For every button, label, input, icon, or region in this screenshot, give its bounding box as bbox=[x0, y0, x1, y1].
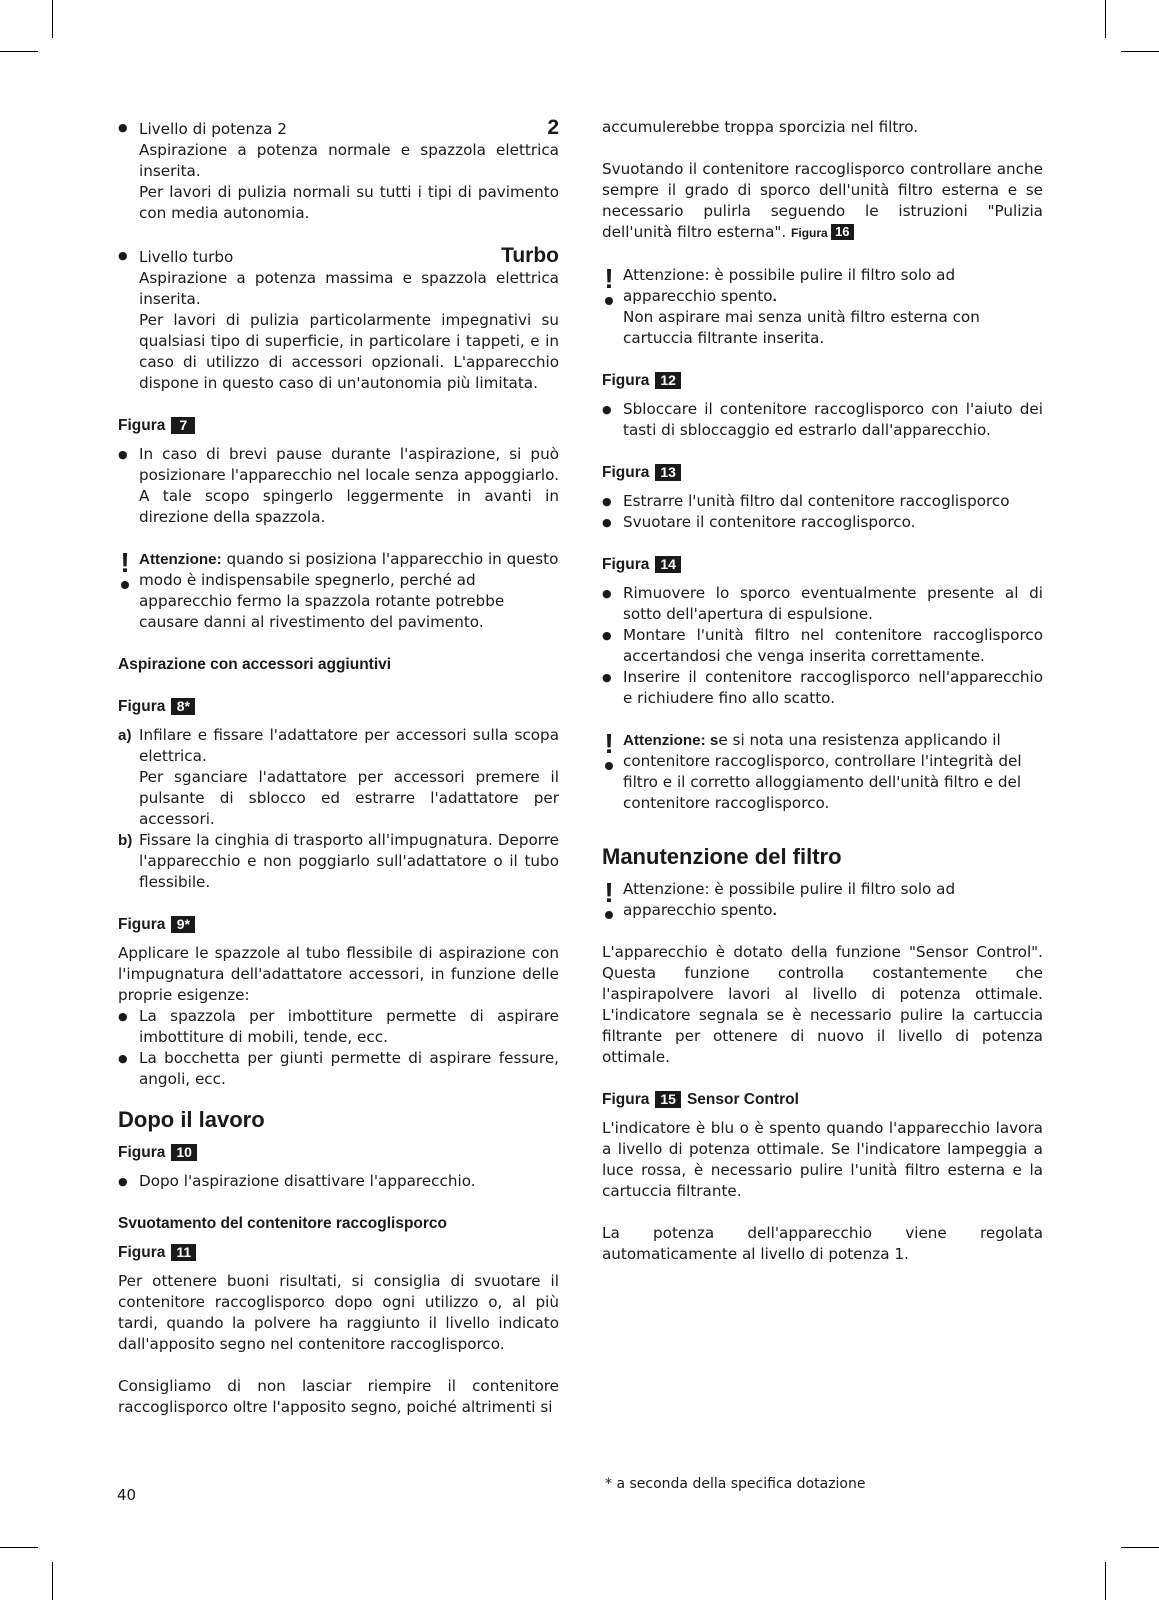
step-b bbox=[118, 830, 559, 893]
figure-label: Figura bbox=[602, 1091, 650, 1108]
exclamation-icon: ! bbox=[602, 879, 616, 907]
list-item: ● Montare l'unità filtro nel contenitore raccoglisporco accertandosi che venga inserita correttamente. bbox=[602, 625, 1043, 667]
figure-number-badge: 12 bbox=[655, 372, 681, 389]
power-level-2-label: ● Livello di potenza 2 bbox=[139, 120, 287, 138]
step-label: b) bbox=[118, 832, 133, 849]
figure-number-badge: 16 bbox=[831, 224, 853, 240]
turbo-label: ● Livello turbo bbox=[139, 248, 234, 266]
right-column bbox=[602, 117, 1043, 1265]
list-item: ● Svuotare il contenitore raccoglisporco. bbox=[602, 512, 1043, 533]
warning-text: Attenzione: è possibile pulire il filtro solo ad apparecchio spento bbox=[623, 266, 956, 305]
subsection-heading: Svuotamento del contenitore raccoglisporco bbox=[118, 1215, 448, 1232]
paragraph: L'indicatore è blu o è spento quando l'apparecchio lavora a livello di potenza ottimale. Se l'indicatore lampeggia a luce rossa, è necessario pulire l'unità filtro esterna e la cartuccia filtrante. bbox=[602, 1119, 1043, 1200]
figure-label: Figura bbox=[791, 226, 828, 240]
turbo-tag: Turbo bbox=[501, 244, 559, 267]
list-item: ● In caso di brevi pause durante l'aspirazione, si può posizionare l'apparecchio nel locale senza appoggiarlo. A tale scopo spingerlo leggermente in avanti in direzione della spazzola. bbox=[118, 444, 559, 528]
figure-number-badge: 9* bbox=[171, 916, 195, 933]
paragraph-continued: accumulerebbe troppa sporcizia nel filtro. bbox=[602, 118, 919, 136]
section-heading: Dopo il lavoro bbox=[118, 1107, 265, 1132]
figure-7-ref bbox=[118, 415, 559, 436]
figure-number-badge: 15 bbox=[655, 1091, 681, 1108]
figure-label: Figura bbox=[602, 372, 650, 389]
warning-period: . bbox=[772, 288, 777, 305]
left-column bbox=[118, 117, 559, 1418]
crop-mark bbox=[1121, 1547, 1159, 1548]
figure-9-ref bbox=[118, 914, 559, 935]
exclamation-icon: ! bbox=[602, 730, 616, 758]
crop-mark bbox=[52, 1562, 53, 1600]
figure-8-ref bbox=[118, 696, 559, 717]
figure-label: Figura bbox=[118, 1144, 166, 1161]
list-item: ● Sbloccare il contenitore raccoglisporco con l'aiuto dei tasti di sbloccaggio ed estrarlo dall'apparecchio. bbox=[602, 399, 1043, 441]
warning-text: Attenzione: è possibile pulire il filtro solo ad apparecchio spento bbox=[623, 880, 956, 919]
list-item-power-level-2 bbox=[118, 117, 559, 224]
list-item: ● Inserire il contenitore raccoglisporco nell'apparecchio e richiudere fino allo scatto. bbox=[602, 667, 1043, 709]
figure-number-badge: 8* bbox=[171, 698, 195, 715]
warning-label: Attenzione: s bbox=[623, 732, 719, 749]
figure-number-badge: 13 bbox=[655, 464, 681, 481]
figure-number-badge: 14 bbox=[655, 556, 681, 573]
figure-label: Figura bbox=[118, 698, 166, 715]
step-text: Per sganciare l'adattatore per accessori premere il pulsante di sblocco ed estrarre l'adattatore per accessori. bbox=[139, 768, 559, 828]
list-item: ● Estrarre l'unità filtro dal contenitore raccoglisporco bbox=[602, 491, 1043, 512]
paragraph: La potenza dell'apparecchio viene regolata automaticamente al livello di potenza 1. bbox=[602, 1224, 1043, 1263]
section-heading: Manutenzione del filtro bbox=[602, 844, 842, 869]
warning-period: . bbox=[772, 902, 777, 919]
figure-12-ref bbox=[602, 370, 1043, 391]
paragraph-text: Svuotando il contenitore raccoglisporco controllare anche sempre il grado di sporco dell'unità filtro esterna e se necessario pulirla seguendo le istruzioni "Pulizia dell'unità filtro esterna". bbox=[602, 160, 1043, 241]
paragraph: Applicare le spazzole al tubo flessibile di aspirazione con l'impugnatura dell'adattatore accessori, in funzione delle proprie esigenze: bbox=[118, 944, 559, 1004]
warning-text: Non aspirare mai senza unità filtro esterna con cartuccia filtrante inserita. bbox=[623, 308, 980, 347]
figure-label: Figura bbox=[118, 916, 166, 933]
page-number: 40 bbox=[117, 1486, 137, 1504]
step-text: Infilare e fissare l'adattatore per accessori sulla scopa elettrica. bbox=[139, 726, 559, 765]
figure-14-ref bbox=[602, 554, 1043, 575]
warning-block bbox=[602, 265, 1043, 349]
crop-mark bbox=[0, 51, 38, 52]
power-level-2-usage: Per lavori di pulizia normali su tutti i tipi di pavimento con media autonomia. bbox=[139, 183, 559, 222]
exclamation-icon: ! bbox=[602, 265, 616, 293]
figure-16-ref bbox=[791, 226, 853, 240]
figure-label: Figura bbox=[602, 556, 650, 573]
paragraph: Per ottenere buoni risultati, si consiglia di svuotare il contenitore raccoglisporco dopo ogni utilizzo o, al più tardi, quando la polvere ha raggiunto il livello indicato dall'apposito segno nel contenitore raccoglisporco. bbox=[118, 1272, 559, 1353]
step-label: a) bbox=[118, 727, 132, 744]
paragraph bbox=[602, 159, 1043, 244]
crop-mark bbox=[52, 0, 53, 38]
power-level-2-description: Aspirazione a potenza normale e spazzola elettrica inserita. bbox=[139, 141, 559, 180]
list-item: ● Rimuovere lo sporco eventualmente presente al di sotto dell'apertura di espulsione. bbox=[602, 583, 1043, 625]
list-item: ● Dopo l'aspirazione disattivare l'apparecchio. bbox=[118, 1171, 559, 1192]
list-item: ● La bocchetta per giunti permette di aspirare fessure, angoli, ecc. bbox=[118, 1048, 559, 1090]
figure-15-ref bbox=[602, 1089, 1043, 1110]
paragraph: Consigliamo di non lasciar riempire il contenitore raccoglisporco oltre l'apposito segno, poiché altrimenti si bbox=[118, 1377, 559, 1416]
list-item: ● La spazzola per imbottiture permette di aspirare imbottiture di mobili, tende, ecc. bbox=[118, 1006, 559, 1048]
subsection-heading: Aspirazione con accessori aggiuntivi bbox=[118, 656, 392, 673]
figure-label: Figura bbox=[118, 1244, 166, 1261]
figure-number-badge: 10 bbox=[171, 1144, 197, 1161]
warning-text: quando si posiziona l'apparecchio in questo modo è indispensabile spegnerlo, perché ad apparecchio fermo la spazzola rotante potrebbe causare danni al rivestimento del pavimento. bbox=[139, 550, 559, 631]
figure-11-ref bbox=[118, 1242, 559, 1263]
power-level-2-tag: 2 bbox=[547, 116, 559, 139]
warning-block bbox=[118, 549, 559, 633]
crop-mark bbox=[1121, 51, 1159, 52]
figure-number-badge: 7 bbox=[171, 417, 195, 434]
crop-mark bbox=[1105, 0, 1106, 38]
figure-label: Figura bbox=[118, 417, 166, 434]
footnote: * a seconda della specifica dotazione bbox=[605, 1476, 866, 1492]
warning-block bbox=[602, 879, 1043, 921]
warning-label: Attenzione: bbox=[139, 551, 222, 568]
crop-mark bbox=[1105, 1562, 1106, 1600]
figure-10-ref bbox=[118, 1142, 559, 1163]
exclamation-icon: ! bbox=[118, 549, 132, 577]
list-item-turbo bbox=[118, 245, 559, 394]
warning-block bbox=[602, 730, 1043, 814]
turbo-description: Aspirazione a potenza massima e spazzola elettrica inserita. bbox=[139, 269, 559, 308]
step-a bbox=[118, 725, 559, 830]
warning-text: e si nota una resistenza applicando il contenitore raccoglisporco, controllare l'integrità del filtro e il corretto alloggiamento dell'unità filtro e del contenitore raccoglisporco. bbox=[623, 731, 1022, 812]
figure-13-ref bbox=[602, 462, 1043, 483]
crop-mark bbox=[0, 1547, 38, 1548]
figure-title: Sensor Control bbox=[686, 1091, 799, 1108]
figure-label: Figura bbox=[602, 464, 650, 481]
turbo-usage: Per lavori di pulizia particolarmente impegnativi su qualsiasi tipo di superficie, in particolare i tappeti, e in caso di utilizzo di accessori opzionali. L'apparecchio dispone in questo caso di un'autonomia più limitata. bbox=[139, 311, 559, 392]
step-text: Fissare la cinghia di trasporto all'impugnatura. Deporre l'apparecchio e non poggiarlo sull'adattatore o il tubo flessibile. bbox=[139, 831, 559, 891]
figure-number-badge: 11 bbox=[171, 1244, 196, 1261]
paragraph: L'apparecchio è dotato della funzione "Sensor Control". Questa funzione controlla costantemente che l'aspirapolvere lavori al livello di potenza ottimale. L'indicatore segnala se è necessario pulire la cartuccia filtrante per ottenere di nuovo il livello di potenza ottimale. bbox=[602, 943, 1043, 1066]
